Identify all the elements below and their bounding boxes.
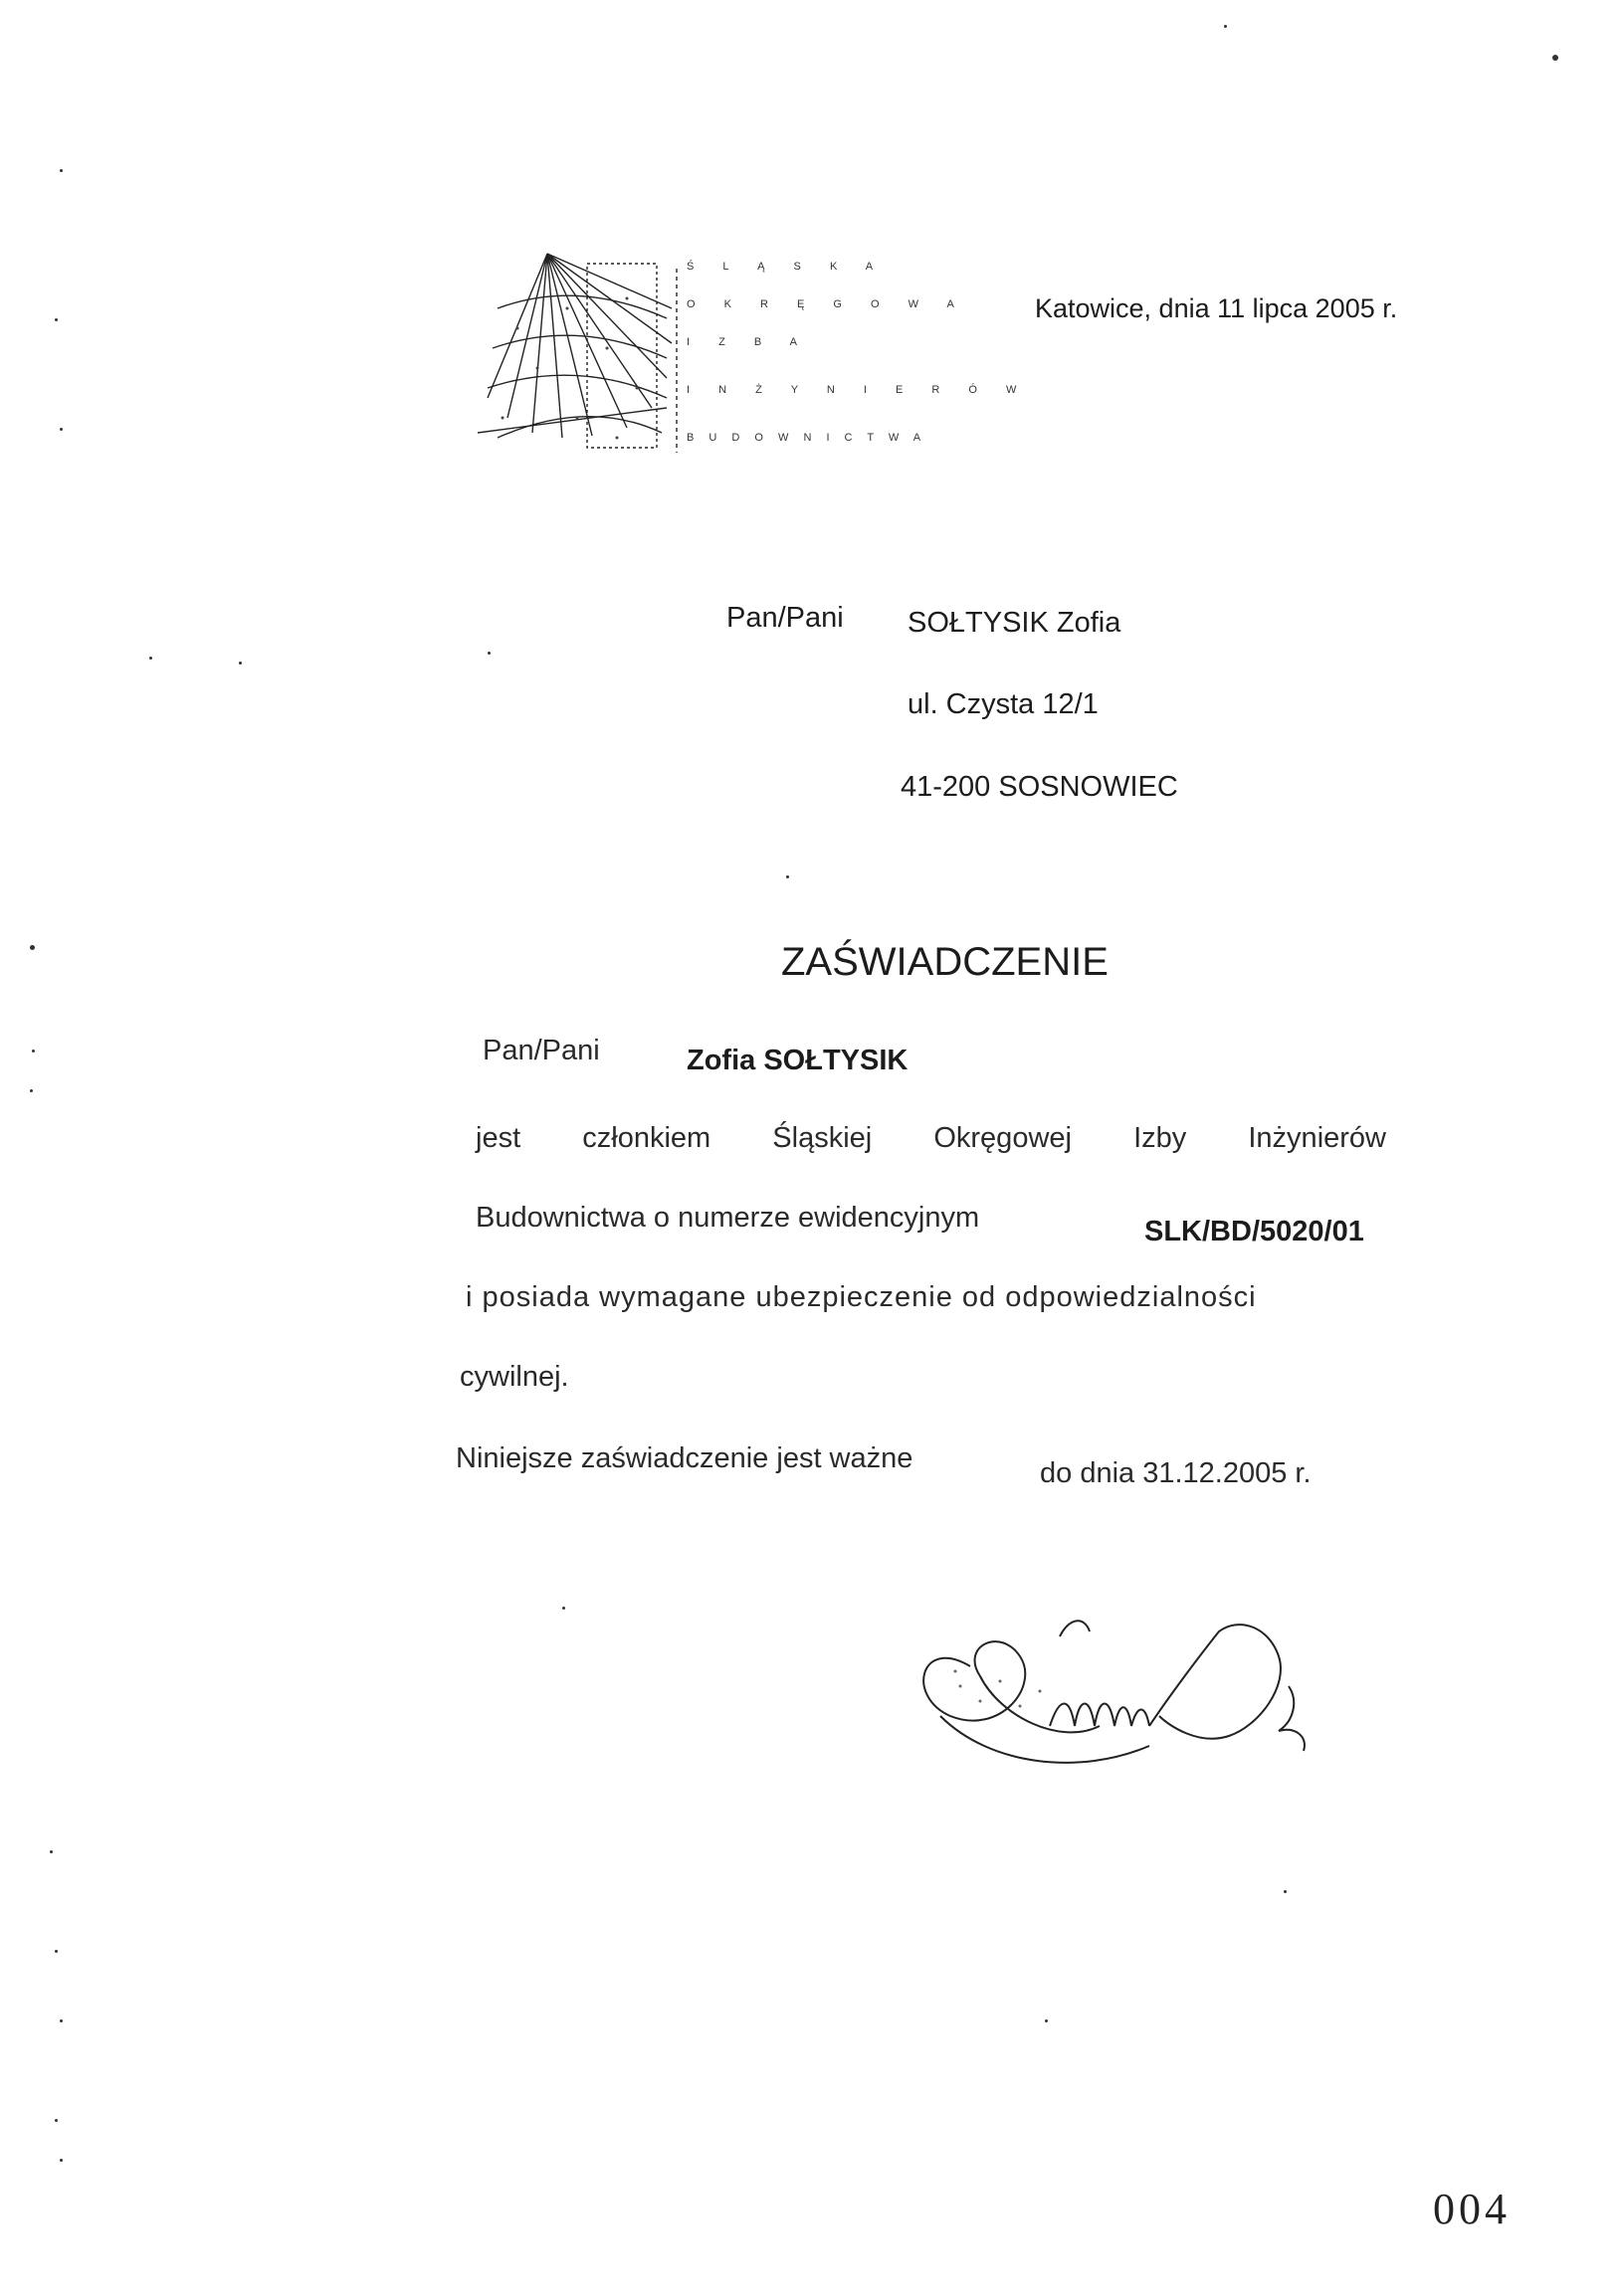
page-number: 004	[1433, 2185, 1511, 2233]
document-title: ZAŚWIADCZENIE	[781, 940, 1109, 984]
scan-speck	[32, 1050, 35, 1052]
scan-speck	[60, 2159, 63, 2162]
scan-speck	[60, 428, 63, 431]
recipient-name: SOŁTYSIK Zofia	[908, 607, 1121, 639]
word: Inżynierów	[1248, 1122, 1386, 1154]
scan-speck	[786, 875, 789, 878]
scan-speck	[30, 1089, 33, 1092]
logo-line-3: I Z B A	[687, 336, 811, 348]
recipient-street: ul. Czysta 12/1	[908, 688, 1099, 720]
scan-speck	[55, 2119, 58, 2122]
scan-speck	[55, 1950, 58, 1953]
logo-line-2: O K R Ę G O W A	[687, 298, 967, 310]
place-date: Katowice, dnia 11 lipca 2005 r.	[1035, 293, 1398, 323]
scan-speck	[488, 652, 491, 655]
scan-speck	[239, 662, 242, 665]
scan-speck	[55, 318, 58, 321]
body-line-3: i posiada wymagane ubezpieczenie od odpowiedzialności	[466, 1281, 1257, 1313]
word: jest	[476, 1122, 521, 1154]
validity-date: do dnia 31.12.2005 r.	[1040, 1457, 1312, 1489]
member-name: Zofia SOŁTYSIK	[687, 1045, 909, 1076]
signature-with-stamp	[901, 1577, 1348, 1796]
word: Izby	[1133, 1122, 1187, 1154]
validity-text: Niniejsze zaświadczenie jest ważne	[456, 1442, 913, 1474]
logo-line-4: I N Ż Y N I E R Ó W	[687, 384, 1030, 396]
word: Okręgowej	[933, 1122, 1072, 1154]
body-line-4: cywilnej.	[460, 1361, 569, 1393]
scan-speck	[562, 1607, 565, 1610]
chamber-logo	[478, 249, 876, 458]
registration-number: SLK/BD/5020/01	[1144, 1216, 1364, 1247]
word: członkiem	[582, 1122, 711, 1154]
logo-line-1: Ś L Ą S K A	[687, 261, 887, 273]
body-salutation: Pan/Pani	[483, 1035, 600, 1066]
body-line-1	[476, 1122, 1386, 1155]
scan-speck	[1045, 2019, 1048, 2022]
scan-speck	[1224, 25, 1227, 28]
scan-speck	[1284, 1890, 1287, 1893]
scan-speck	[149, 657, 152, 660]
recipient-salutation: Pan/Pani	[726, 602, 844, 634]
scan-speck	[50, 1850, 53, 1853]
word: Śląskiej	[772, 1122, 873, 1154]
scan-speck	[60, 2019, 63, 2022]
logo-line-5: B U D O W N I C T W A	[687, 432, 927, 444]
scan-speck	[30, 945, 35, 950]
scan-speck	[60, 169, 63, 172]
scan-speck	[1552, 55, 1558, 61]
recipient-city: 41-200 SOSNOWIEC	[901, 771, 1178, 803]
body-line-2: Budownictwa o numerze ewidencyjnym	[476, 1202, 980, 1234]
